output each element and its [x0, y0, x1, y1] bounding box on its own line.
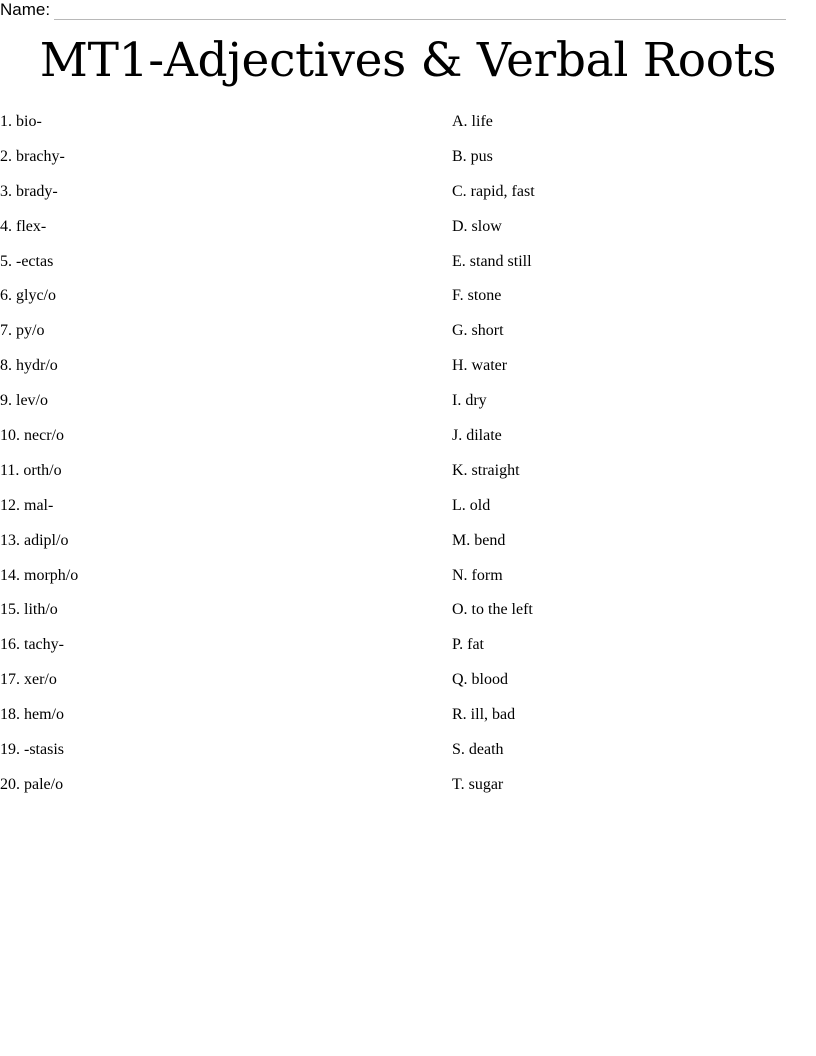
- name-field: [0, 0, 786, 20]
- name-label: Name:: [0, 0, 51, 19]
- term-item: 7. py/o: [0, 322, 45, 340]
- term-item: 6. glyc/o: [0, 287, 56, 305]
- terms-list: [0, 112, 440, 810]
- term-item: 1. bio-: [0, 113, 42, 130]
- definition-item: G. short: [452, 322, 504, 340]
- term-item: 10. necr/o: [0, 427, 64, 445]
- definition-item: O. to the left: [452, 601, 533, 619]
- definition-item: I. dry: [452, 392, 487, 410]
- term-item: 18. hem/o: [0, 706, 64, 724]
- definition-item: K. straight: [452, 461, 520, 479]
- definition-item: J. dilate: [452, 427, 502, 445]
- term-item: 2. brachy-: [0, 147, 65, 165]
- term-item: 9. lev/o: [0, 392, 48, 410]
- term-item: 15. lith/o: [0, 601, 58, 619]
- term-item: 8. hydr/o: [0, 357, 58, 375]
- term-item: 13. adipl/o: [0, 531, 69, 549]
- definition-item: B. pus: [452, 147, 493, 165]
- definition-item: T. sugar: [452, 775, 504, 793]
- definition-item: H. water: [452, 357, 508, 375]
- term-item: 5. -ectas: [0, 252, 54, 270]
- definition-item: F. stone: [452, 287, 502, 305]
- definition-item: R. ill, bad: [452, 706, 516, 724]
- term-item: 14. morph/o: [0, 566, 79, 584]
- page-title: MT1-Adjectives & Verbal Roots: [39, 33, 777, 88]
- definition-item: A. life: [452, 113, 493, 130]
- definition-item: Q. blood: [452, 671, 508, 689]
- definition-item: N. form: [452, 566, 503, 584]
- term-item: 17. xer/o: [0, 671, 57, 689]
- definition-item: L. old: [452, 496, 491, 514]
- definition-item: D. slow: [452, 217, 502, 235]
- term-item: 4. flex-: [0, 217, 47, 235]
- definition-item: P. fat: [452, 636, 484, 654]
- name-blank-line: [54, 3, 786, 20]
- definition-item: E. stand still: [452, 252, 532, 270]
- term-item: 3. brady-: [0, 182, 58, 200]
- definitions-list: [452, 112, 812, 810]
- definition-item: C. rapid, fast: [452, 182, 535, 200]
- term-item: 20. pale/o: [0, 775, 64, 793]
- definition-item: M. bend: [452, 531, 506, 549]
- term-item: 11. orth/o: [0, 461, 62, 479]
- term-item: 19. -stasis: [0, 741, 64, 759]
- definition-item: S. death: [452, 741, 504, 759]
- term-item: 12. mal-: [0, 496, 54, 514]
- term-item: 16. tachy-: [0, 636, 64, 654]
